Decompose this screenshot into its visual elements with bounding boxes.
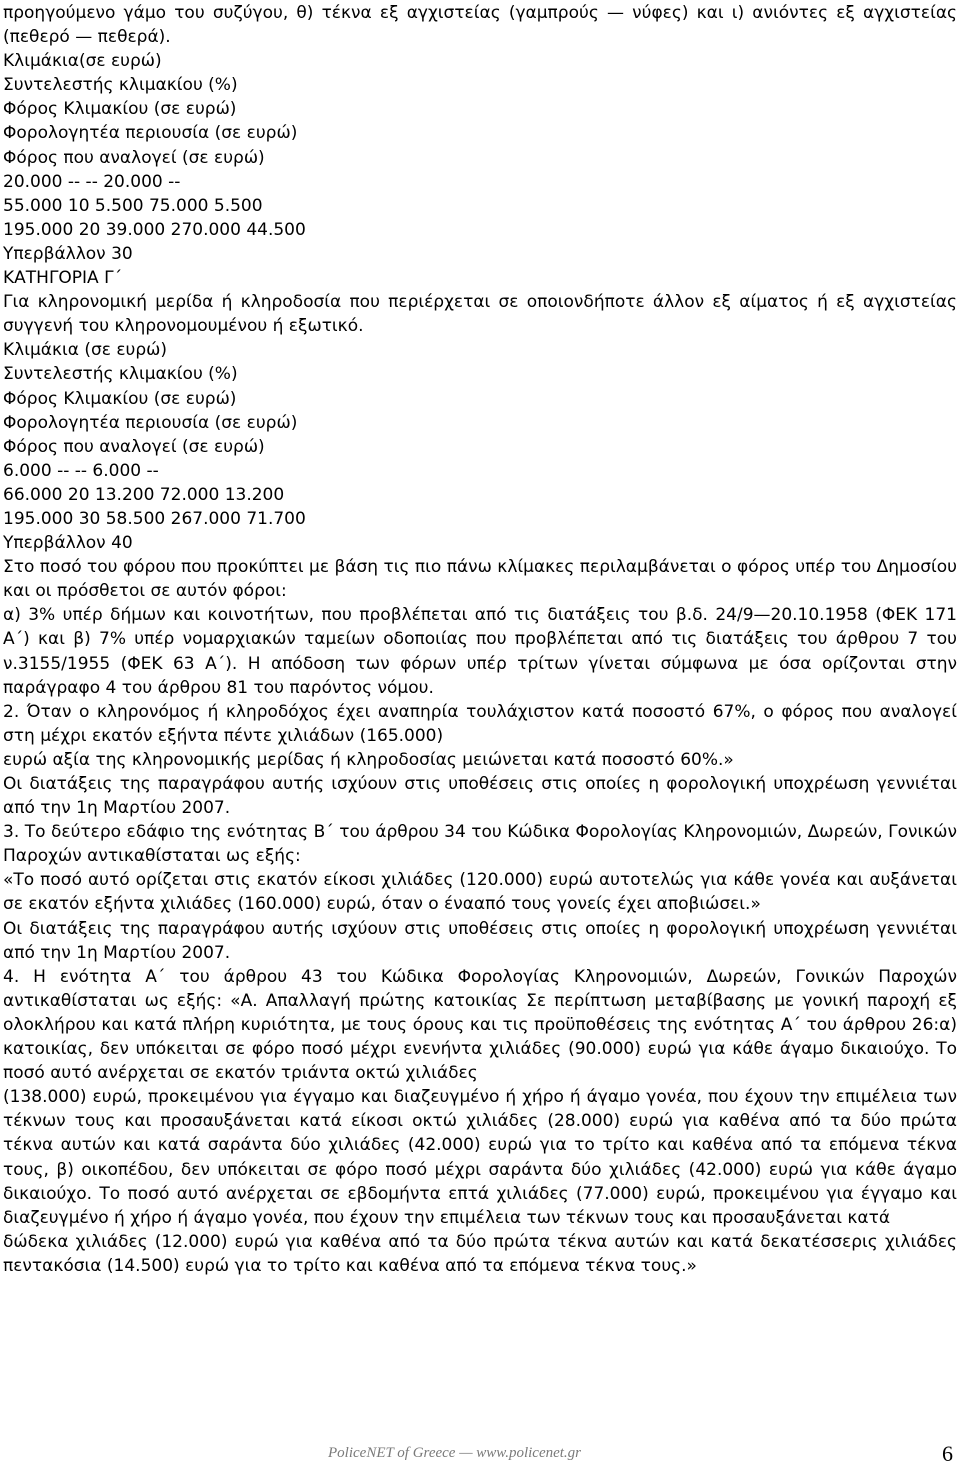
paragraph-effective-date: Οι διατάξεις της παραγράφου αυτής ισχύουν στις υποθέσεις στις οποίες η φορολογική υποχρέωση γεννιέται από την 1η Μαρτίου 2007.: [3, 918, 957, 963]
table-row-excess: Υπερβάλλον 30: [3, 243, 133, 264]
paragraph-intro: προηγούμενο γάμο του συζύγου, θ) τέκνα εξ αγχιστείας (γαμπρούς — νύφες) και ι) ανιόντες εξ αγχιστείας (πεθερό — πεθερά).: [3, 3, 957, 48]
footer-source: PoliceNET of Greece — www.policenet.gr: [328, 1445, 582, 1461]
table-row: 195.000 20 39.000 270.000 44.500: [3, 219, 306, 240]
paragraph-3-quote: «Το ποσό αυτό ορίζεται στις εκατόν είκοσι χιλιάδες (120.000) ευρώ αυτοτελώς για κάθε γονέα και αυξάνεται σε εκατόν εξήντα χιλιάδες (160.000) ευρώ, όταν ο ένααπό τους γονείς έχει αποβιώσει.»: [3, 870, 957, 915]
table-header-rate: Συντελεστής κλιμακίου (%): [3, 364, 238, 385]
table-row: 55.000 10 5.500 75.000 5.500: [3, 195, 263, 216]
paragraph-4-continued: (138.000) ευρώ, προκειμένου για έγγαμο και διαζευγμένο ή χήρο ή άγαμο γονέα, που έχουν την επιμέλεια των τέκνων τους και προσαυξάνεται κατά είκοσι οκτώ χιλιάδες (28.000) ευρώ για καθένα από τα δύο πρώτα τέκνα αυτών και κατά σαράντα δύο χιλιάδες (42.000) ευρώ για το τρίτο και καθένα από τα επόμενα τέκνα τους, β) οικοπέδου, δεν υπόκειται σε φόρο ποσό μέχρι σαράντα δύο χιλιάδες (42.000) ευρώ για κάθε άγαμο δικαιούχο. Το ποσό αυτό ανέρχεται σε εβδομήντα επτά χιλιάδες (77.000) ευρώ, προκειμένου για έγγαμο και διαζευγμένο ή χήρο ή άγαμο γονέα, που έχουν την επιμέλεια των τέκνων τους και προσαυξάνεται κατά: [3, 1087, 957, 1228]
paragraph-2-reduction: ευρώ αξία της κληρονομικής μερίδας ή κληροδοσίας μειώνεται κατά ποσοστό 60%.»: [3, 749, 734, 770]
table-header-taxable-estate: Φορολογητέα περιουσία (σε ευρώ): [3, 123, 298, 144]
paragraph-tax-includes: Στο ποσό του φόρου που προκύπτει με βάση τις πιο πάνω κλίμακες περιλαμβάνεται ο φόρος υπέρ του Δημοσίου και οι πρόσθετοι σε αυτόν φόροι:: [3, 557, 957, 602]
paragraph-category-c: Για κληρονομική μερίδα ή κληροδοσία που περιέρχεται σε οποιονδήποτε άλλον εξ αίματος ή εξ αγχιστείας συγγενή του κληρονομουμένου ή εξωτικό.: [3, 292, 957, 337]
page-number: 6: [942, 1441, 953, 1466]
table-header-bracket-tax: Φόρος Κλιμακίου (σε ευρώ): [3, 388, 237, 409]
table-row: 20.000 -- -- 20.000 --: [3, 171, 181, 192]
paragraph-4-amendment: 4. Η ενότητα Α΄ του άρθρου 43 του Κώδικα Φορολογίας Κληρονομιών, Δωρεών, Γονικών Παροχών αντικαθίσταται ως εξής: «Α. Απαλλαγή πρώτης κατοικίας Σε περίπτωση μεταβίβασης με γονική παροχή εξ ολοκλήρου και κατά πλήρη κυριότητα, με τους όρους και τις προϋποθέσεις της ενότητας Α΄ του άρθρου 26:α) κατοικίας, δεν υπόκειται σε φόρο ποσό μέχρι ενενήντα χιλιάδες (90.000) ευρώ για κάθε άγαμο δικαιούχο. Το ποσό αυτό ανέρχεται σε εκατόν τριάντα οκτώ χιλιάδες: [3, 966, 957, 1084]
paragraph-surcharges: α) 3% υπέρ δήμων και κοινοτήτων, που προβλέπεται από τις διατάξεις του β.δ. 24/9—20.10.1958 (ΦΕΚ 171 Α΄) και β) 7% υπέρ νομαρχιακών ταμείων οδοποιίας που προβλέπεται από τις διατάξεις του άρθρου 7 του ν.3155/1955 (ΦΕΚ 63 Α΄). Η απόδοση των φόρων υπέρ τρίτων γίνεται σύμφωνα με όσα ορίζονται στην παράγραφο 4 του άρθρου 81 του παρόντος νόμου.: [3, 605, 957, 698]
table-header-bracket-tax: Φόρος Κλιμακίου (σε ευρώ): [3, 99, 237, 120]
paragraph-4-end: δώδεκα χιλιάδες (12.000) ευρώ για καθένα από τα δύο πρώτα τέκνα αυτών και κατά δεκατέσσερις χιλιάδες πεντακόσια (14.500) ευρώ για το τρίτο και καθένα από τα επόμενα τέκνα τους.»: [3, 1231, 957, 1276]
paragraph-effective-date: Οι διατάξεις της παραγράφου αυτής ισχύουν στις υποθέσεις στις οποίες η φορολογική υποχρέωση γεννιέται από την 1η Μαρτίου 2007.: [3, 774, 957, 819]
table-row: 195.000 30 58.500 267.000 71.700: [3, 508, 306, 529]
table-row-excess: Υπερβάλλον 40: [3, 533, 133, 554]
table-header-taxable-estate: Φορολογητέα περιουσία (σε ευρώ): [3, 412, 298, 433]
category-heading: ΚΑΤΗΓΟΡΙΑ Γ΄: [3, 268, 123, 289]
table-header-tax-due: Φόρος που αναλογεί (σε ευρώ): [3, 147, 265, 168]
table-header-bracket: Κλιμάκια (σε ευρώ): [3, 340, 168, 361]
table-row: 66.000 20 13.200 72.000 13.200: [3, 484, 285, 505]
table-header-rate: Συντελεστής κλιμακίου (%): [3, 75, 238, 96]
table-row: 6.000 -- -- 6.000 --: [3, 460, 159, 481]
paragraph-3-amendment: 3. Το δεύτερο εδάφιο της ενότητας Β΄ του άρθρου 34 του Κώδικα Φορολογίας Κληρονομιών, Δωρεών, Γονικών Παροχών αντικαθίσταται ως εξής:: [3, 822, 957, 867]
paragraph-2-disability: 2. Όταν ο κληρονόμος ή κληροδόχος έχει αναπηρία τουλάχιστον κατά ποσοστό 67%, ο φόρος που αναλογεί στη μέχρι εκατόν εξήντα πέντε χιλιάδων (165.000): [3, 701, 957, 746]
document-body: [3, 1, 957, 1278]
table-header-bracket: Κλιμάκια(σε ευρώ): [3, 51, 162, 72]
table-header-tax-due: Φόρος που αναλογεί (σε ευρώ): [3, 436, 265, 457]
